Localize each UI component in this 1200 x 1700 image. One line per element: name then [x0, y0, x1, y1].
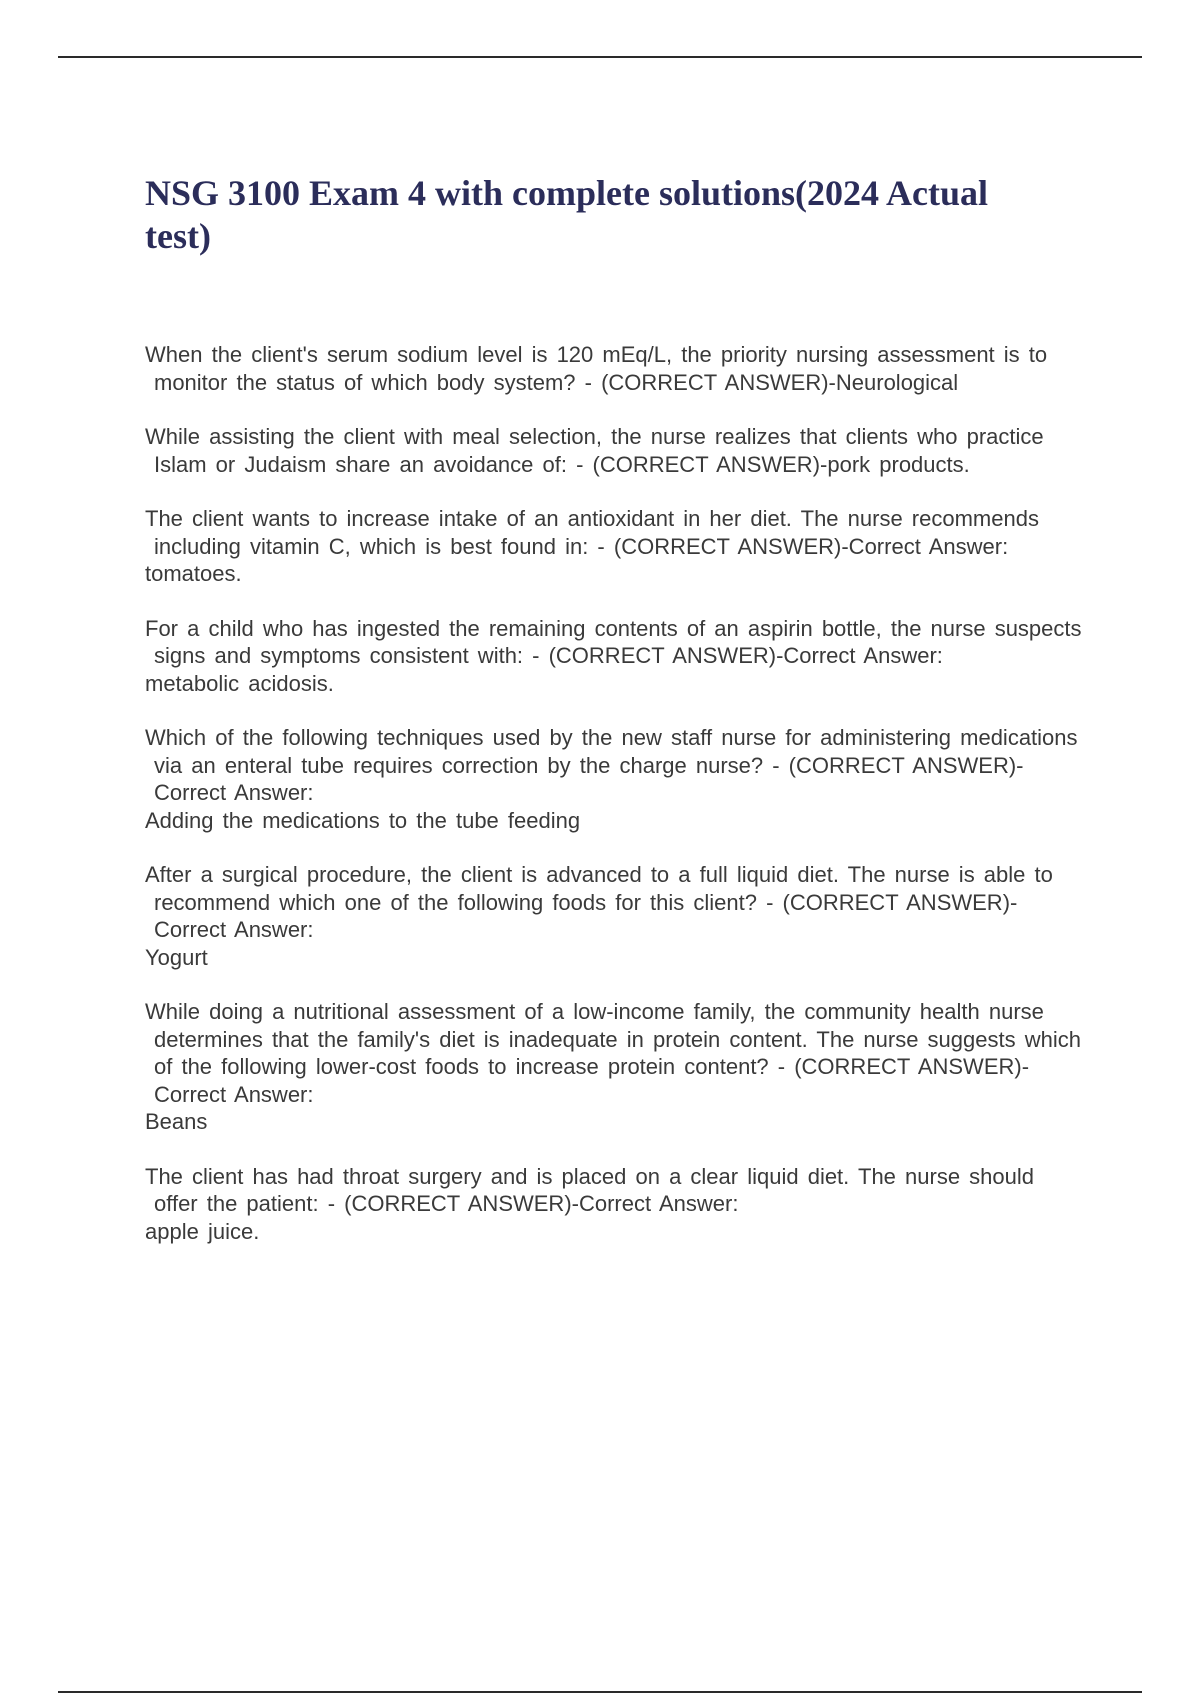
qa-item-1: [145, 341, 1085, 396]
answer-text: Adding the medications to the tube feeding: [145, 807, 581, 833]
answer-text: Beans: [145, 1109, 208, 1134]
qa-item-3: [145, 505, 1085, 588]
qa-item-6: [145, 861, 1085, 971]
question-text: While doing a nutritional assessment of a low-income family, the community health nurse determines that the family's diet is inadequate in protein content. The nurse suggests which of the following lower-cost foods to increase protein content? - (CORRECT ANSWER)-Correct Answer:: [145, 999, 1081, 1107]
qa-list: [145, 341, 1085, 1272]
qa-item-7: [145, 998, 1085, 1136]
top-rule: [58, 56, 1142, 58]
bottom-rule: [58, 1691, 1142, 1693]
question-text: When the client's serum sodium level is 120 mEq/L, the priority nursing assessment is to monitor the status of which body system? - (CORRECT ANSWER)-Neurological: [145, 342, 1048, 395]
qa-item-4: [145, 615, 1085, 698]
question-text: After a surgical procedure, the client is advanced to a full liquid diet. The nurse is able to recommend which one of the following foods for this client? - (CORRECT ANSWER)-Correct Answer:: [145, 862, 1053, 942]
answer-text: Yogurt: [145, 944, 208, 970]
qa-item-5: [145, 724, 1085, 834]
question-text: The client has had throat surgery and is placed on a clear liquid diet. The nurse should offer the patient: - (CORRECT ANSWER)-Correct Answer:: [145, 1163, 1034, 1216]
qa-item-8: [145, 1163, 1085, 1246]
answer-text: apple juice.: [145, 1218, 260, 1244]
answer-text: tomatoes.: [145, 561, 242, 586]
question-text: For a child who has ingested the remaining contents of an aspirin bottle, the nurse suspects signs and symptoms consistent with: - (CORRECT ANSWER)-Correct Answer:: [145, 615, 1082, 668]
question-text: The client wants to increase intake of an antioxidant in her diet. The nurse recommends including vitamin C, which is best found in: - (CORRECT ANSWER)-Correct Answer:: [145, 506, 1039, 559]
answer-text: metabolic acidosis.: [145, 670, 334, 696]
document-title: NSG 3100 Exam 4 with complete solutions(2024 Actual test): [145, 173, 989, 256]
question-text: While assisting the client with meal selection, the nurse realizes that clients who practice Islam or Judaism share an avoidance of: - (CORRECT ANSWER)-pork products.: [145, 424, 1044, 477]
question-text: Which of the following techniques used by the new staff nurse for administering medications via an enteral tube requires correction by the charge nurse? - (CORRECT ANSWER)-Correct Answer:: [145, 725, 1078, 805]
qa-item-2: [145, 423, 1085, 478]
